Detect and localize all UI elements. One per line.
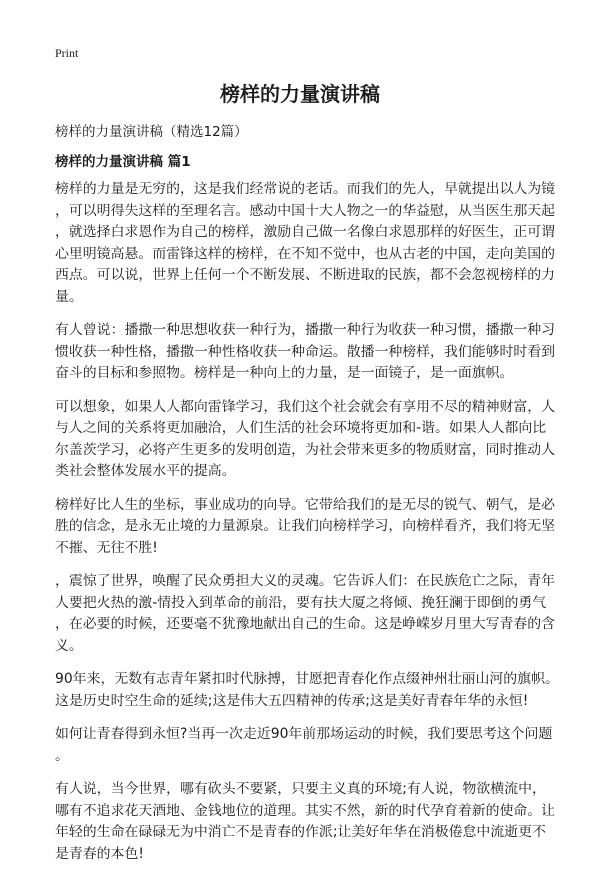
section-heading: 榜样的力量演讲稿 篇1 xyxy=(55,154,191,170)
paragraph-line: ，就选择白求恩作为自己的榜样，激励自己做一名像白求恩那样的好医生，正可谓 xyxy=(55,224,556,240)
paragraph-line: 这是历史时空生命的延续;这是伟大五四精神的传承;这是美好青春年华的永恒! xyxy=(55,692,529,709)
paragraph-line: 胜的信念，是永无止境的力量源泉。让我们向榜样学习，向榜样看齐，我们将无坚 xyxy=(55,518,556,534)
paragraph-line: 榜样的力量是无穷的，这是我们经常说的老话。而我们的先人，早就提出以人为镜 xyxy=(55,181,556,197)
paragraph-line: 量。 xyxy=(55,288,83,305)
paragraph-line: 年轻的生命在碌碌无为中消亡不是青春的作派;让美好年华在消极倦怠中流逝更不 xyxy=(55,824,546,840)
paragraph-line: 心里明镜高悬。而雷锋这样的榜样，在不知不觉中，也从古老的中国，走向美国的 xyxy=(55,245,556,262)
document-title: 榜样的力量演讲稿 xyxy=(220,82,380,106)
paragraph-line: 类社会整体发展水平的提高。 xyxy=(55,463,236,479)
paragraph-line: 哪有不追求花天酒地、金钱地位的道理。其实不然，新的时代孕育着新的使命。让 xyxy=(55,802,556,819)
paragraph-line: 。 xyxy=(55,747,69,764)
paragraph-line: 不摧、无往不胜! xyxy=(55,539,158,556)
document-body xyxy=(55,179,565,877)
paragraph-line: 有人说，当今世界，哪有砍头不要紧，只要主义真的环境;有人说，物欲横流中， xyxy=(55,781,546,797)
document-subtitle: 榜样的力量演讲稿（精选12篇） xyxy=(55,124,248,140)
paragraph-line: 惯收获一种性格，播撒一种性格收获一种命运。散播一种榜样，我们能够时时看到 xyxy=(55,343,556,360)
paragraph-line: 西点。可以说，世界上任何一个不断发展、不断进取的民族，都不会忽视榜样的力 xyxy=(55,267,556,283)
paragraph-line: 奋斗的目标和参照物。榜样是一种向上的力量，是一面镜子，是一面旗帜。 xyxy=(55,365,514,381)
paragraph-line: 榜样好比人生的坐标，事业成功的向导。它带给我们的是无尽的锐气、朝气，是必 xyxy=(55,496,556,513)
paragraph-line: ，震惊了世界，唤醒了民众勇担大义的灵魂。它告诉人们：在民族危亡之际，青年 xyxy=(55,573,556,589)
paragraph-line: 可以想象，如果人人都向雷锋学习，我们这个社会就会有享用不尽的精神财富，人 xyxy=(55,398,556,415)
paragraph-line: 是青春的本色! xyxy=(55,845,144,862)
paragraph-line: 人要把火热的激-情投入到革命的前沿，要有扶大厦之将倾、挽狂澜于即倒的勇气 xyxy=(55,594,547,611)
paragraph-line: 90年来，无数有志青年紧扣时代脉搏，甘愿把青春化作点缀神州壮丽山河的旗帜。 xyxy=(55,671,559,687)
paragraph-line: 义。 xyxy=(55,637,83,654)
print-link[interactable]: Print xyxy=(55,46,79,60)
paragraph xyxy=(55,397,565,483)
paragraph xyxy=(55,495,565,560)
paragraph xyxy=(55,669,565,712)
paragraph-line: 与人之间的关系将更加融洽，人们生活的社会环境将更加和-谐。如果人人都向比 xyxy=(55,420,547,436)
paragraph xyxy=(55,724,565,767)
paragraph-line: ，在必要的时候，还要毫不犹豫地献出自己的生命。这是峥嵘岁月里大写青春的含 xyxy=(55,616,556,632)
paragraph xyxy=(55,779,565,865)
paragraph-line: 如何让青春得到永恒?当再一次走近90年前那场运动的时候，我们要思考这个问题 xyxy=(55,726,553,742)
paragraph xyxy=(55,179,565,308)
paragraph xyxy=(55,571,565,657)
paragraph-line: 尔盖茨学习，必将产生更多的发明创造，为社会带来更多的物质财富，同时推动人 xyxy=(55,441,556,458)
paragraph-line: 有人曾说：播撒一种思想收获一种行为，播撒一种行为收获一种习惯，播撒一种习 xyxy=(55,322,556,338)
paragraph xyxy=(55,320,565,385)
paragraph-line: ，可以明得失这样的至理名言。感动中国十大人物之一的华益慰，从当医生那天起 xyxy=(55,202,556,219)
